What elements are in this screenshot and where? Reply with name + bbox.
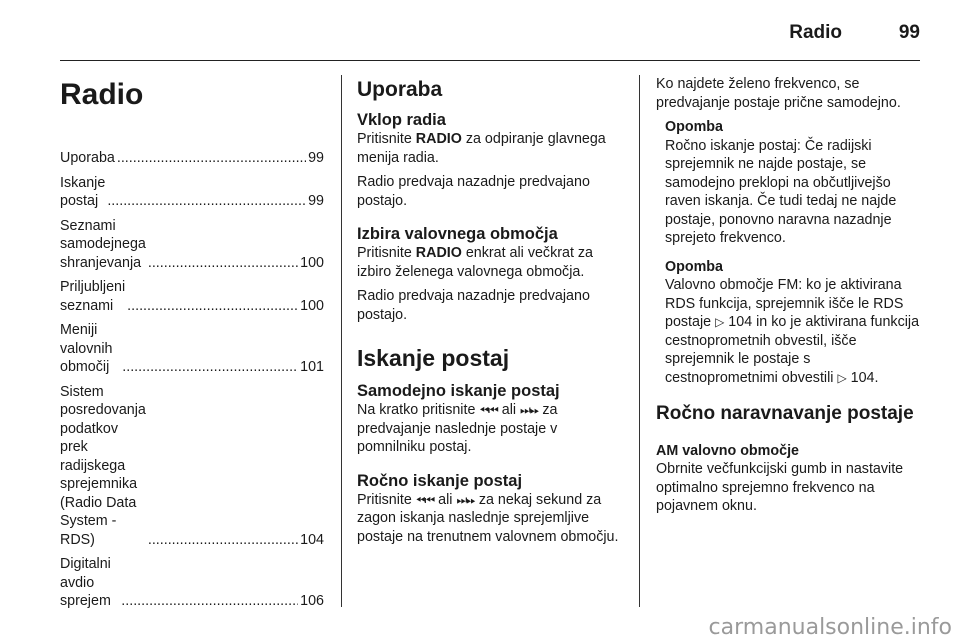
radio-key: RADIO <box>415 131 462 147</box>
seek-back-icon: ⏪︎⏮︎ <box>479 403 498 417</box>
page-ref-arrow-icon: ▷ <box>715 315 725 329</box>
toc-entry-text: Digitalni avdio sprejem <box>60 556 111 609</box>
subsection-title-samodejno-iskanje: Samodejno iskanje postaj <box>357 382 560 400</box>
section-title-rocno-naravnavanje: Ročno naravnavanje postaje <box>656 403 914 424</box>
column-divider-1 <box>341 75 342 607</box>
note-text: Valovno območje FM: ko je aktivirana RDS funkcija, sprejemnik išče le RDS postaje ▷ 104 in ko je aktivirana funkcija cestnoprometnih obvestil, išče sprejemnik le postaje s cestnoprometnimi obvestili ▷ 104. <box>665 277 920 386</box>
table-of-contents <box>60 149 324 611</box>
subsection-title-am: AM valovno območje <box>656 443 799 459</box>
seek-forward-icon: ⏭︎⏩︎ <box>456 492 475 507</box>
watermark: carmanualsonline.info <box>708 615 952 640</box>
toc-entry-text: Meniji valovnih območij <box>60 322 113 375</box>
toc-entry-text: Priljubljeni seznami <box>60 279 126 314</box>
note-title: Opomba <box>665 119 723 135</box>
chapter-title: Radio <box>60 78 144 111</box>
toc-entry[interactable] <box>60 555 324 611</box>
toc-leader-dots <box>121 592 298 611</box>
toc-leader-dots <box>148 254 298 273</box>
subsection-title-vklop-radia: Vklop radia <box>357 111 446 129</box>
column-divider-2 <box>639 75 640 607</box>
page-number: 99 <box>898 22 920 43</box>
toc-entry-page: 106 <box>300 593 324 609</box>
toc-entry-text: Seznami samodejnega shranjevanja <box>60 217 146 271</box>
toc-entry[interactable] <box>60 321 324 377</box>
toc-entry[interactable] <box>60 217 324 273</box>
toc-entry[interactable] <box>60 149 324 168</box>
header-rule <box>60 60 920 61</box>
toc-entry-page: 99 <box>308 193 324 209</box>
paragraph: Ko najdete želeno frekvenco, se predvajanje postaje prične samodejno. <box>656 76 901 111</box>
paragraph: Radio predvaja nazadnje predvajano postajo. <box>357 288 590 323</box>
page-reference[interactable]: 104 <box>728 314 753 330</box>
page-ref-arrow-icon: ▷ <box>837 370 847 385</box>
column-toc <box>60 75 324 617</box>
toc-entry-text: Sistem posredovanja podatkov prek radijskega sprejemnika (Radio Data System - RDS) <box>60 383 146 548</box>
radio-key: RADIO <box>415 245 462 261</box>
paragraph: Na kratko pritisnite ⏪︎⏮︎ ali ⏭︎⏩︎ za predvajanje naslednje postaje v pomnilniku postaj. <box>357 402 558 455</box>
toc-entry-page: 100 <box>300 297 324 314</box>
toc-entry-page: 101 <box>300 359 324 375</box>
page-reference[interactable]: 104 <box>850 369 875 386</box>
seek-forward-icon: ⏭︎⏩︎ <box>520 403 539 417</box>
section-title-iskanje-postaj: Iskanje postaj <box>357 345 510 371</box>
subsection-title-rocno-iskanje: Ročno iskanje postaj <box>357 471 523 490</box>
toc-entry-page: 99 <box>308 150 324 166</box>
paragraph: Pritisnite ⏪︎⏮︎ ali ⏭︎⏩︎ za nekaj sekund za zagon iskanja naslednje sprejemljive postaje na trenutnem valovnem območju. <box>357 491 619 545</box>
toc-entry[interactable] <box>60 278 324 315</box>
toc-leader-dots <box>148 531 298 550</box>
toc-entry[interactable] <box>60 383 324 550</box>
toc-leader-dots <box>127 297 298 316</box>
seek-back-icon: ⏪︎⏮︎ <box>415 492 435 507</box>
column-right <box>656 75 922 522</box>
toc-entry-text: Uporaba <box>60 150 115 166</box>
toc-entry-page: 104 <box>300 531 324 548</box>
note-text: Ročno iskanje postaj: Če radijski sprejemnik ne najde postaje, se samodejno preklopi na občutljivejšo raven iskanja. Če tudi tedaj ne najde postaje, ponovno naravna nazadnje sprejeto frekvenco. <box>665 137 897 246</box>
toc-entry-text: Iskanje postaj <box>60 174 106 209</box>
toc-leader-dots <box>107 192 306 211</box>
toc-entry[interactable] <box>60 174 324 211</box>
paragraph: Radio predvaja nazadnje predvajano postajo. <box>357 174 590 209</box>
note-title: Opomba <box>665 258 723 275</box>
toc-leader-dots <box>117 149 306 168</box>
paragraph: Pritisnite RADIO za odpiranje glavnega menija radia. <box>357 131 606 166</box>
paragraph: Pritisnite RADIO enkrat ali večkrat za izbiro želenega valovnega območja. <box>357 245 593 280</box>
toc-leader-dots <box>122 358 298 377</box>
running-title: Radio <box>789 22 842 43</box>
subsection-title-izbira-obmocja: Izbira valovnega območja <box>357 225 558 243</box>
section-title-uporaba: Uporaba <box>357 78 443 101</box>
paragraph: Obrnite večfunkcijski gumb in nastavite optimalno sprejemno frekvenco na pojavnem oknu. <box>656 461 904 514</box>
page-header <box>60 22 920 58</box>
column-middle <box>357 75 623 552</box>
note-box <box>665 118 922 248</box>
note-box <box>665 258 922 388</box>
toc-entry-page: 100 <box>300 254 324 271</box>
